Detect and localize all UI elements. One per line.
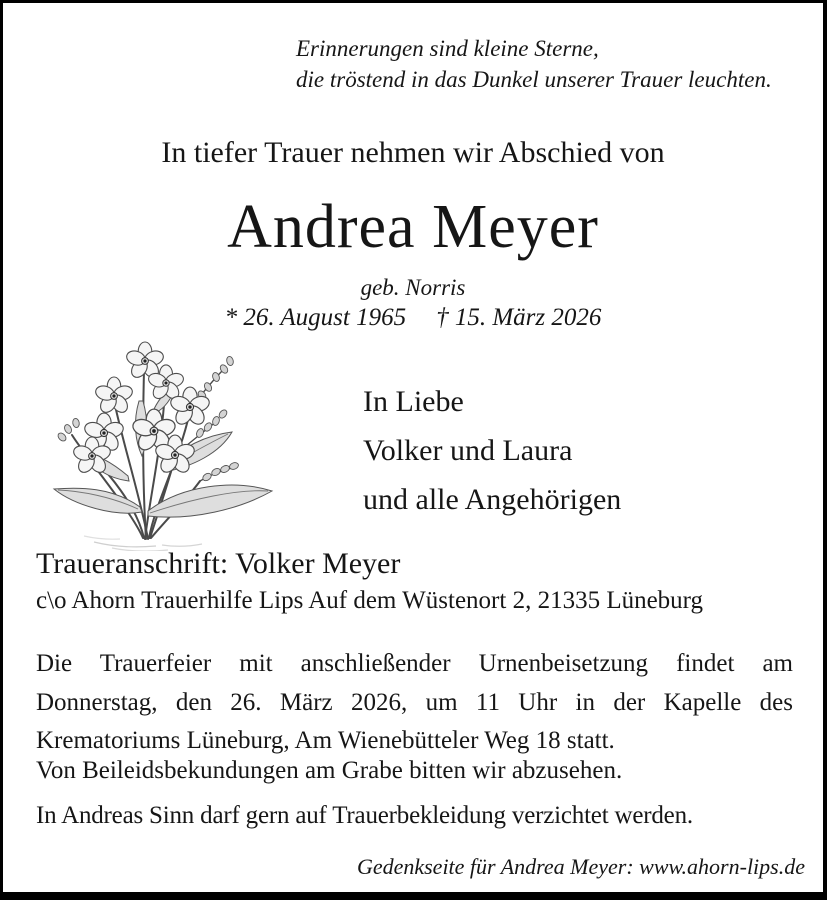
epigraph-line: Erinnerungen sind kleine Sterne, <box>296 36 599 61</box>
mourners-names: Volker und Laura <box>363 434 573 467</box>
mourning-address-title: Traueranschrift: Volker Meyer <box>36 547 401 580</box>
forget-me-not-illustration <box>41 339 313 551</box>
funeral-details-line: Krematoriums Lüneburg, Am Wienebütteler Weg 18 statt. <box>36 727 615 754</box>
flower-sketch-svg <box>41 339 313 551</box>
deceased-name: Andrea Meyer <box>227 193 599 261</box>
funeral-details-line: Donnerstag, den 26. März 2026, um 11 Uhr in der Kapelle des <box>36 688 793 716</box>
mourning-address-care-of: c\o Ahorn Trauerhilfe Lips Auf dem Wüstenort 2, 21335 Lüneburg <box>36 587 704 614</box>
condolence-note: Von Beileidsbekundungen am Grabe bitten wir abzusehen. <box>36 757 623 784</box>
life-dates <box>3 304 823 332</box>
funeral-details-line: Die Trauerfeier mit anschließender Urnenbeisetzung findet am <box>36 650 793 677</box>
funeral-details <box>36 645 793 761</box>
memorial-page-link: Gedenkseite für Andrea Meyer: www.ahorn-lips.de <box>356 854 805 879</box>
mourners-relatives: und alle Angehörigen <box>363 483 622 516</box>
birth-date: * 26. August 1965 <box>224 304 407 331</box>
dress-code-note: In Andreas Sinn darf gern auf Trauerbekleidung verzichtet werden. <box>36 802 693 829</box>
epigraph-line: die tröstend in das Dunkel unserer Trauer leuchten. <box>296 67 772 92</box>
condolence-block <box>363 377 621 524</box>
maiden-name: geb. Norris <box>360 275 466 300</box>
condolence-closing: In Liebe <box>363 385 464 418</box>
farewell-intro: In tiefer Trauer nehmen wir Abschied von <box>161 136 665 169</box>
death-date: † 15. März 2026 <box>436 304 602 331</box>
epigraph <box>296 33 772 95</box>
